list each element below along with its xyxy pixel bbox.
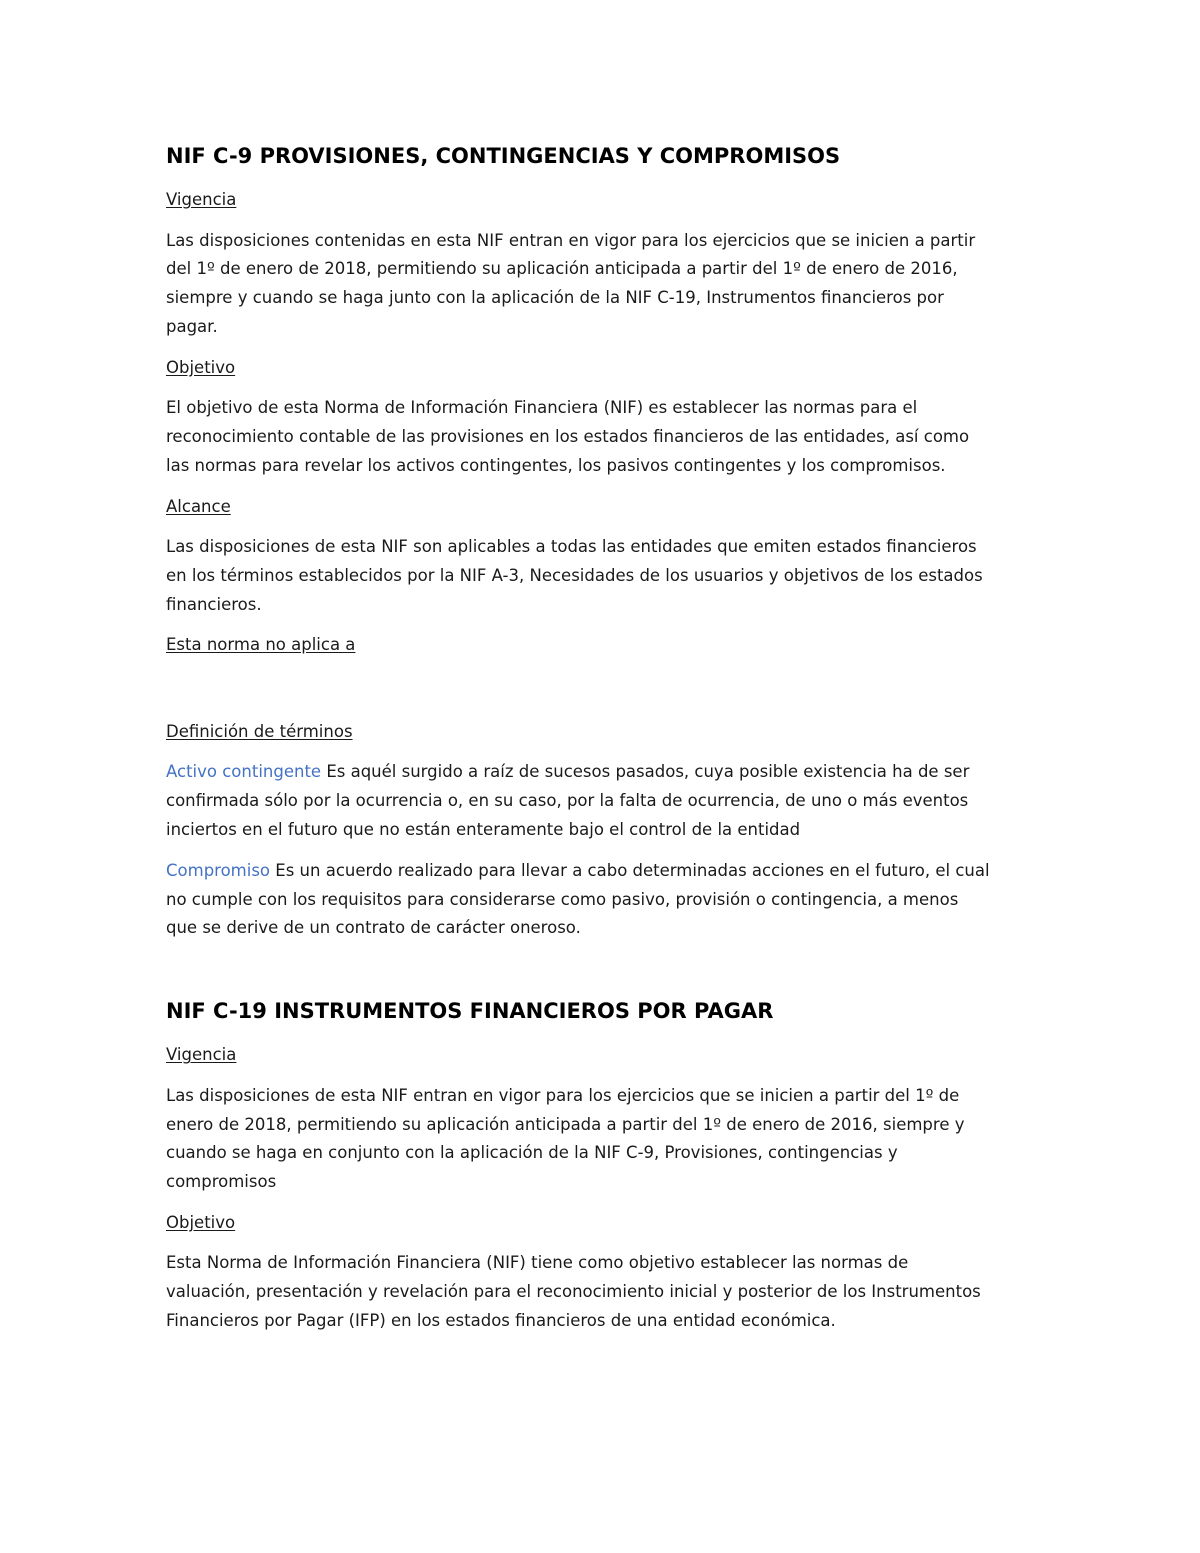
empty-paragraph [166, 672, 1046, 718]
text-line: del 1º de enero de 2018, permitiendo su aplicación anticipada a partir del 1º de enero de 2016, [166, 259, 958, 279]
section-title-nif-c19: NIF C-19 INSTRUMENTOS FINANCIEROS POR PAGAR [166, 999, 774, 1024]
subheading-no-aplica: Esta norma no aplica a [166, 635, 356, 655]
subheading-vigencia: Vigencia [166, 190, 237, 209]
document-page [166, 140, 1046, 1348]
text-line: las normas para revelar los activos contingentes, los pasivos contingentes y los compromisos. [166, 455, 946, 475]
text-line: Las disposiciones de esta NIF entran en vigor para los ejercicios que se inicien a partir del 1º de [166, 1085, 960, 1105]
paragraph-objetivo [166, 1249, 1046, 1335]
text-line: financieros. [166, 594, 262, 614]
text-line [166, 758, 1046, 787]
text-line: no cumple con los requisitos para considerarse como pasivo, provisión o contingencia, a menos [166, 889, 959, 909]
text-line: compromisos [166, 1172, 277, 1192]
text-line: Las disposiciones de esta NIF son aplicables a todas las entidades que emiten estados financieros [166, 537, 977, 557]
text-line: enero de 2018, permitiendo su aplicación anticipada a partir del 1º de enero de 2016, siempre y [166, 1114, 965, 1134]
subheading-objetivo: Objetivo [166, 1212, 236, 1232]
text-line: El objetivo de esta Norma de Información Financiera (NIF) es establecer las normas para el [166, 398, 918, 418]
subheading-definiciones: Definición de términos [166, 721, 353, 741]
definition-compromiso [166, 857, 1046, 943]
text-line: en los términos establecidos por la NIF A-3, Necesidades de los usuarios y objetivos de los estados [166, 565, 983, 585]
subheading-objetivo: Objetivo [166, 357, 236, 377]
subheading-alcance: Alcance [166, 496, 231, 516]
text-line: Financieros por Pagar (IFP) en los estados financieros de una entidad económica. [166, 1311, 836, 1331]
definition-text: Es aquél surgido a raíz de sucesos pasados, cuya posible existencia ha de ser [321, 762, 970, 782]
text-line: siempre y cuando se haga junto con la aplicación de la NIF C-19, Instrumentos financieros por [166, 288, 944, 308]
text-line: reconocimiento contable de las provisiones en los estados financieros de las entidades, así como [166, 426, 970, 446]
text-line: pagar. [166, 316, 218, 336]
text-line: confirmada sólo por la ocurrencia o, en su caso, por la falta de ocurrencia, de uno o más eventos [166, 791, 969, 811]
text-line: cuando se haga en conjunto con la aplicación de la NIF C-9, Provisiones, contingencias y [166, 1143, 898, 1163]
text-line: Esta Norma de Información Financiera (NIF) tiene como objetivo establecer las normas de [166, 1253, 909, 1273]
text-line: inciertos en el futuro que no están enteramente bajo el control de la entidad [166, 820, 801, 840]
term-compromiso: Compromiso [166, 860, 271, 880]
paragraph-objetivo [166, 394, 1046, 480]
paragraph-vigencia [166, 1082, 1046, 1197]
text-line: Las disposiciones contenidas en esta NIF entran en vigor para los ejercicios que se inicien a partir [166, 230, 976, 250]
term-activo-contingente: Activo contingente [166, 762, 322, 782]
definition-text: Es un acuerdo realizado para llevar a cabo determinadas acciones en el futuro, el cual [270, 860, 990, 880]
text-line: valuación, presentación y revelación para el reconocimiento inicial y posterior de los Instrumentos [166, 1282, 981, 1302]
subheading-vigencia: Vigencia [166, 1045, 237, 1065]
definition-activo-contingente [166, 758, 1046, 844]
section-title-nif-c9: NIF C-9 PROVISIONES, CONTINGENCIAS Y COMPROMISOS [166, 144, 841, 168]
text-line: que se derive de un contrato de carácter oneroso. [166, 918, 581, 938]
text-line [166, 857, 1046, 886]
paragraph-alcance [166, 533, 1046, 619]
paragraph-vigencia [166, 227, 1046, 342]
